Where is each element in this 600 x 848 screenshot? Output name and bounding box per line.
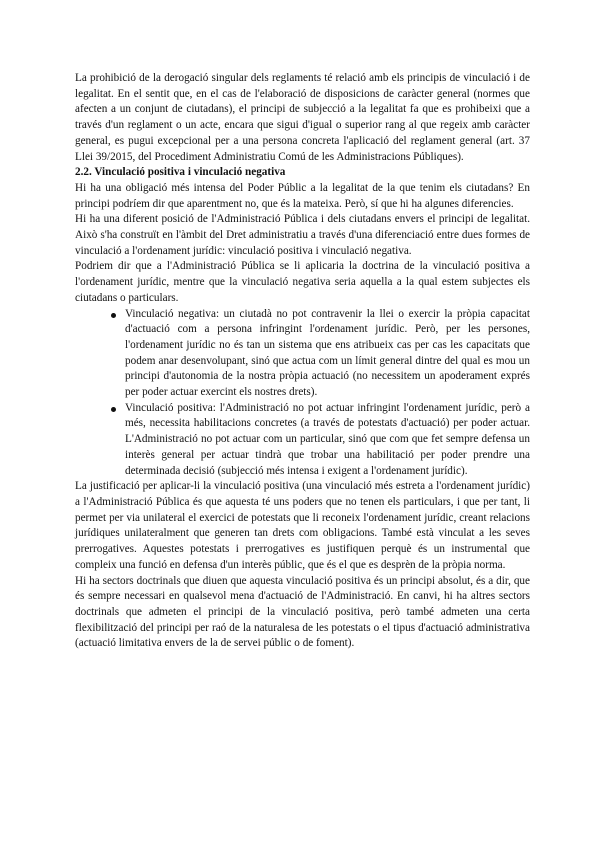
paragraph-doctrina: Podriem dir que a l'Administració Pública se li aplicaria la doctrina de la vinculació positiva a l'ordenament jurídic, mentre que la vinculació negativa seria aquella a la qual estem subjectes els ciutadans o particulars. — [75, 260, 530, 304]
paragraph-sectors-doctrinals: Hi ha sectors doctrinals que diuen que aquesta vinculació positiva és un principi absolut, és a dir, que és sempre necessari en qualsevol mena d'actuació de l'Administració. En canvi, hi ha altres sectors doctrinals que admeten el principi de la vinculació positiva, però també admeten una certa flexibilització del principi per raó de la naturalesa de les potestats o el tipus d'actuació administrativa (actuació limitativa envers de la de servei públic o de foment). — [75, 574, 530, 650]
bullet-vinculacio-negativa: Vinculació negativa: un ciutadà no pot contravenir la llei o exercir la pròpia capacitat d'actuació com a persona infringint l'ordenament jurídic. Però, per les persones, l'ordenament jurídic no és tan un sistema que ens atribueix cas per cas les capacitats que podem anar desenvolupant, sinó que actua com un límit general dintre del qual es mou un principi d'autonomia de la nostra pròpia actuació (no necessitem un apoderament exprés per poder actuar exercint els nostres drets). — [75, 307, 530, 401]
bullet-vinculacio-positiva: Vinculació positiva: l'Administració no pot actuar infringint l'ordenament jurídic, però a més, necessita habilitacions concretes (a través de potestats d'actuació) per poder actuar. L'Administració no pot actuar com un particular, sinó que com que fet sempre defensa un interès general per actuar tindrà que trobar una habilitació per poder prendre una determinada decisió (subjecció més intensa i exigent a l'ordenament jurídic). — [75, 401, 530, 480]
paragraph-derogacio: La prohibició de la derogació singular dels reglaments té relació amb els principis de vinculació i de legalitat. En el sentit que, en el cas de l'elaboració de disposicions de caràcter general (normes que afecten a un conjunt de ciutadans), el principi de subjecció a la legalitat fa que es prohibeixi que a través d'un reglament o un acte, encara que sigui d'igual o superior rang al que regeix amb caràcter general, es pugui excepcional per a una persona concreta l'aplicació del reglament general (art. 37 Llei 39/2015, del Procediment Administratiu Comú de les Administracions Públiques). — [75, 72, 530, 163]
section-heading: 2.2. Vinculació positiva i vinculació negativa — [75, 166, 286, 179]
paragraph-justificacio: La justificació per aplicar-li la vinculació positiva (una vinculació més estreta a l'ordenament jurídic) a l'Administració Pública és que aquesta té uns poders que no tenen els particulars, i que per tant, li permet per via unilateral el exercici de potestats que li reconeix l'ordenament jurídic, creant relacions jurídiques unilateralment que generen tan drets com obligacions. També està vinculat a les seves prerrogatives. Aquestes potestats i prerrogatives es justifiquen perquè és un instrumental que compleix una funció en defensa d'un interès públic, que és el que es desprèn de la pròpia norma. — [75, 480, 530, 571]
bullet-list — [75, 307, 530, 480]
paragraph-posicio: Hi ha una diferent posició de l'Administració Pública i dels ciutadans envers el principi de legalitat. Això s'ha construït en l'àmbit del Dret administratiu a través d'una diferenciació entre dues formes de vinculació a l'ordenament jurídic: vinculació positiva i vinculació negativa. — [75, 213, 530, 257]
paragraph-obligacio: Hi ha una obligació més intensa del Poder Públic a la legalitat de la que tenim els ciutadans? En principi podríem dir que aparentment no, que és la mateixa. Però, sí que hi ha algunes diferencies. — [75, 181, 530, 210]
document-body — [75, 71, 530, 652]
